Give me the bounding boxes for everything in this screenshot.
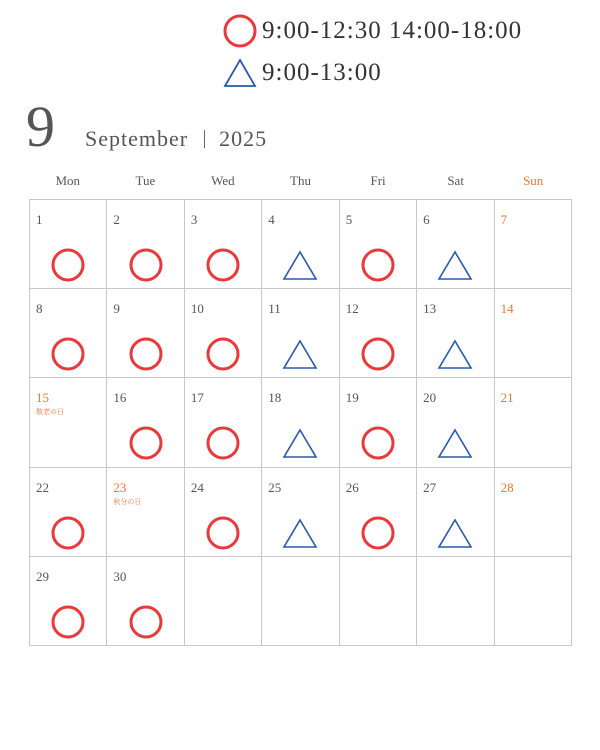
day-cell-21[interactable] xyxy=(495,378,572,467)
day-number: 1 xyxy=(36,212,43,227)
day-number: 18 xyxy=(268,390,282,406)
month-divider xyxy=(204,130,205,148)
day-number: 21 xyxy=(500,390,514,406)
day-number: 22 xyxy=(36,479,49,495)
circle-icon xyxy=(205,516,241,550)
weekday-wed: Wed xyxy=(211,173,235,188)
weekday-mon: Mon xyxy=(55,173,81,188)
day-cell-20[interactable] xyxy=(417,378,494,467)
day-cell-17[interactable] xyxy=(185,378,262,467)
day-cell-29[interactable] xyxy=(30,557,107,646)
weekday-thu: Thu xyxy=(290,173,311,188)
weekday-sat: Sat xyxy=(447,173,464,188)
day-number: 7 xyxy=(500,212,508,227)
circle-icon xyxy=(50,605,86,639)
day-cell-12[interactable] xyxy=(340,289,417,378)
day-number: 14 xyxy=(500,301,514,317)
triangle-icon xyxy=(437,337,473,371)
triangle-icon xyxy=(282,248,318,282)
circle-icon xyxy=(360,426,396,460)
day-number: 3 xyxy=(190,212,198,227)
day-number: 16 xyxy=(113,390,127,406)
triangle-icon xyxy=(282,426,318,460)
day-number: 11 xyxy=(268,301,281,317)
day-number: 25 xyxy=(268,479,282,495)
circle-icon xyxy=(360,248,396,282)
day-cell-28[interactable] xyxy=(495,468,572,557)
day-cell-18[interactable] xyxy=(262,378,339,467)
holiday-name: 秋分の日 xyxy=(113,497,142,506)
day-cell-14[interactable] xyxy=(495,289,572,378)
day-cell-2[interactable] xyxy=(107,200,184,289)
day-number: 19 xyxy=(345,390,359,406)
day-number: 26 xyxy=(345,479,359,495)
day-cell-16[interactable] xyxy=(107,378,184,467)
day-cell-15[interactable] xyxy=(30,378,107,467)
day-number: 15 xyxy=(36,390,49,406)
empty-day-cell xyxy=(185,557,262,646)
day-cell-1[interactable] xyxy=(30,200,107,289)
empty-day-cell xyxy=(262,557,339,646)
circle-icon xyxy=(128,337,164,371)
day-cell-9[interactable] xyxy=(107,289,184,378)
day-cell-27[interactable] xyxy=(417,468,494,557)
day-number: 29 xyxy=(36,568,49,584)
legend-row-circle xyxy=(222,12,592,50)
triangle-icon xyxy=(222,55,262,91)
day-cell-26[interactable] xyxy=(340,468,417,557)
day-cell-22[interactable] xyxy=(30,468,107,557)
circle-icon xyxy=(205,248,241,282)
day-number: 8 xyxy=(36,301,43,317)
day-number: 2 xyxy=(113,212,120,227)
day-cell-25[interactable] xyxy=(262,468,339,557)
circle-icon xyxy=(360,516,396,550)
circle-icon xyxy=(205,426,241,460)
day-cell-10[interactable] xyxy=(185,289,262,378)
circle-icon xyxy=(50,516,86,550)
day-number: 20 xyxy=(423,390,437,406)
day-cell-30[interactable] xyxy=(107,557,184,646)
weekday-fri: Fri xyxy=(370,173,386,188)
circle-icon xyxy=(128,248,164,282)
triangle-icon xyxy=(437,248,473,282)
day-number: 12 xyxy=(345,301,359,317)
triangle-icon xyxy=(437,516,473,550)
weekday-tue: Tue xyxy=(135,173,156,188)
legend-row-triangle xyxy=(222,54,592,92)
circle-icon xyxy=(50,248,86,282)
triangle-icon xyxy=(282,337,318,371)
circle-icon xyxy=(360,337,396,371)
day-number: 6 xyxy=(423,212,430,227)
circle-icon xyxy=(222,13,262,49)
legend-triangle-hours: 9:00-13:00 xyxy=(262,59,382,86)
day-cell-13[interactable] xyxy=(417,289,494,378)
circle-icon xyxy=(205,337,241,371)
day-cell-11[interactable] xyxy=(262,289,339,378)
day-number: 17 xyxy=(190,390,204,406)
day-cell-7[interactable] xyxy=(495,200,572,289)
empty-day-cell xyxy=(417,557,494,646)
day-cell-8[interactable] xyxy=(30,289,107,378)
day-cell-23[interactable] xyxy=(107,468,184,557)
day-number: 13 xyxy=(423,301,437,317)
day-number: 23 xyxy=(113,479,127,495)
day-number: 9 xyxy=(113,301,120,317)
month-year: 2025 xyxy=(219,126,268,151)
triangle-icon xyxy=(282,516,318,550)
day-cell-6[interactable] xyxy=(417,200,494,289)
empty-day-cell xyxy=(340,557,417,646)
day-number: 4 xyxy=(268,212,275,227)
weekday-header xyxy=(29,170,572,192)
weekday-sun: Sun xyxy=(523,173,544,188)
day-cell-24[interactable] xyxy=(185,468,262,557)
circle-icon xyxy=(50,337,86,371)
day-cell-19[interactable] xyxy=(340,378,417,467)
day-number: 30 xyxy=(113,568,127,584)
month-name: September xyxy=(85,126,189,151)
day-number: 5 xyxy=(345,212,353,227)
circle-icon xyxy=(128,605,164,639)
day-number: 24 xyxy=(190,479,204,495)
empty-day-cell xyxy=(495,557,572,646)
month-header xyxy=(26,94,268,159)
day-cell-4[interactable] xyxy=(262,200,339,289)
day-number: 27 xyxy=(423,479,437,495)
circle-icon xyxy=(128,426,164,460)
day-number: 28 xyxy=(500,479,514,495)
schedule-legend xyxy=(222,12,592,92)
day-cell-3[interactable] xyxy=(185,200,262,289)
calendar-grid xyxy=(29,199,572,646)
day-number: 10 xyxy=(190,301,204,317)
month-number: 9 xyxy=(26,94,55,159)
triangle-icon xyxy=(437,426,473,460)
holiday-name: 敬老の日 xyxy=(36,408,64,417)
day-cell-5[interactable] xyxy=(340,200,417,289)
legend-circle-hours: 9:00-12:30 14:00-18:00 xyxy=(262,17,523,44)
